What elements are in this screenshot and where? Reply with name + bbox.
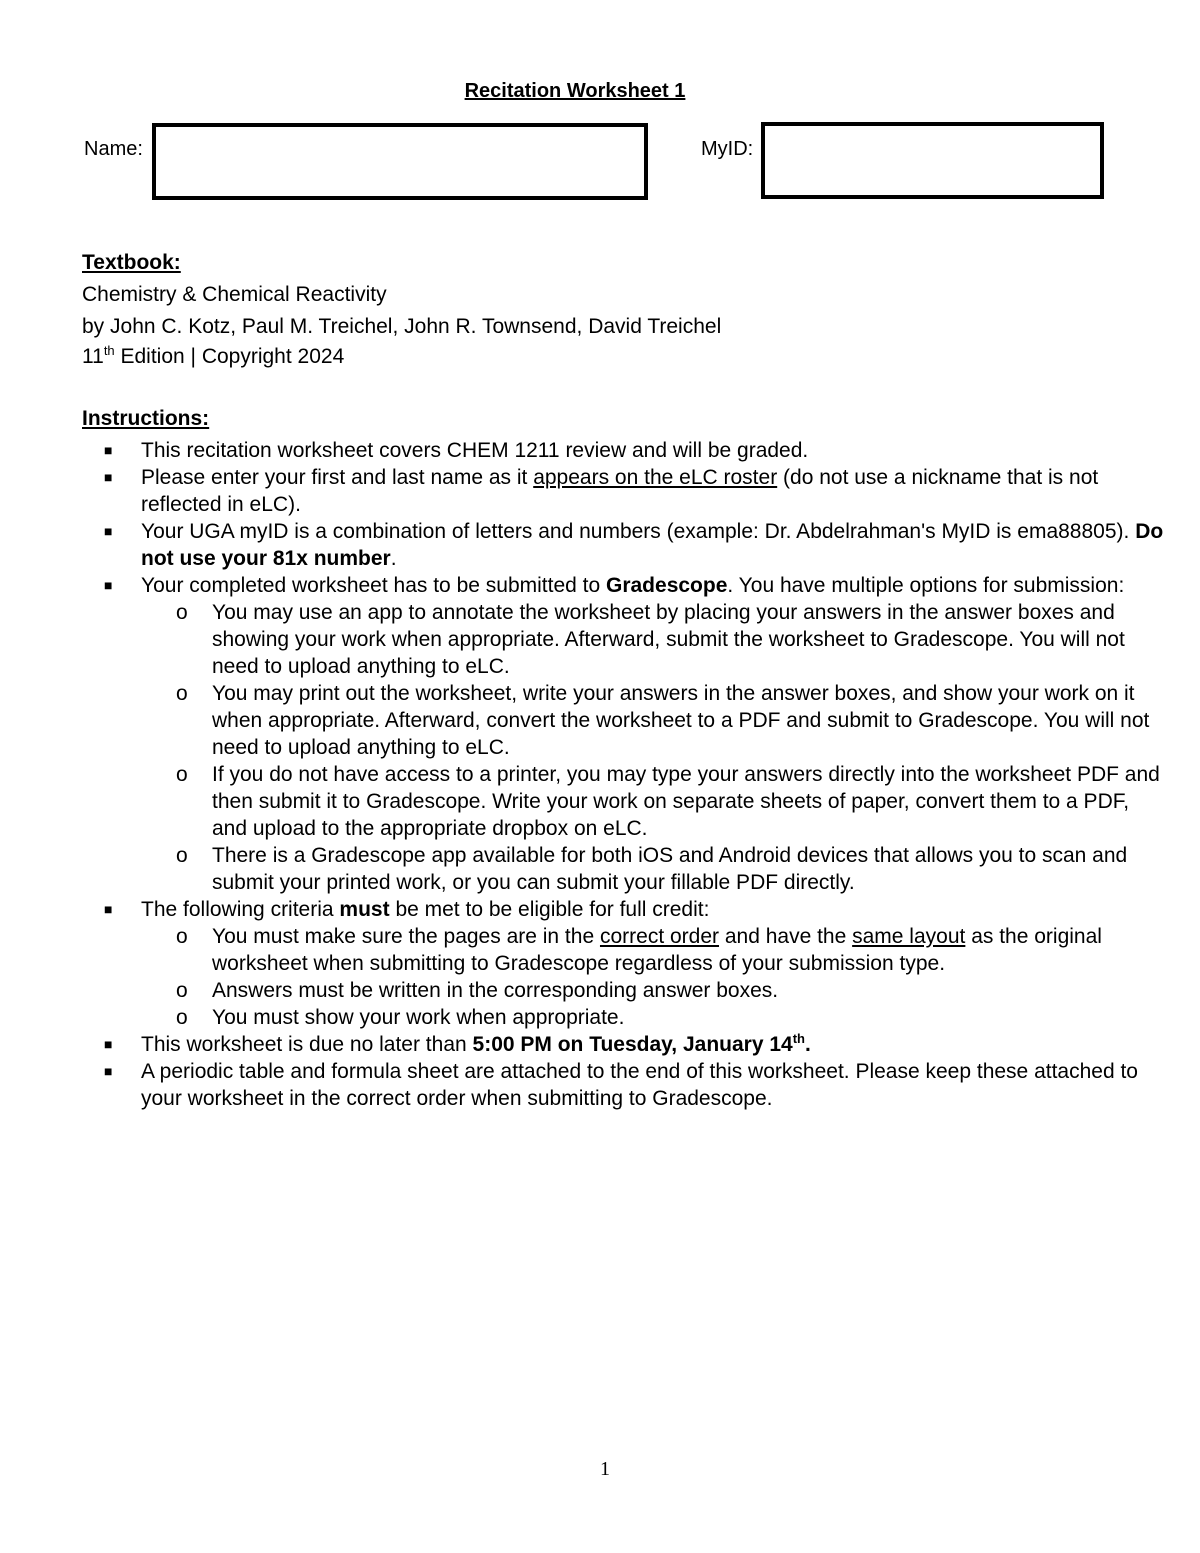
instruction-text: be met to be eligible for full credit: xyxy=(389,898,710,921)
submission-option xyxy=(104,761,1164,842)
submission-option xyxy=(104,680,1164,761)
roster-emphasis: appears on the eLC roster xyxy=(533,466,778,489)
instructions-heading: Instructions: xyxy=(82,407,210,430)
square-bullet-icon: ■ xyxy=(104,901,113,917)
circle-bullet-icon: o xyxy=(176,844,188,867)
criteria-text: Answers must be written in the corresponding answer boxes. xyxy=(212,979,779,1002)
edition-copyright: Edition | Copyright 2024 xyxy=(114,345,345,368)
instruction-item xyxy=(104,518,1164,572)
page-number: 1 xyxy=(600,1458,610,1480)
circle-bullet-icon: o xyxy=(176,601,188,624)
criteria-text: You must show your work when appropriate. xyxy=(212,1006,625,1029)
myid-label: MyID: xyxy=(701,138,754,160)
criteria-item xyxy=(104,923,1164,977)
due-date xyxy=(473,1033,811,1056)
submission-option-text: There is a Gradescope app available for both iOS and Android devices that allows you to scan and submit your printed work, or you can submit your fillable PDF directly. xyxy=(212,844,1128,894)
circle-bullet-icon: o xyxy=(176,979,188,1002)
submission-option xyxy=(104,599,1164,680)
layout-emphasis: same layout xyxy=(852,925,966,948)
instruction-text: A periodic table and formula sheet are attached to the end of this worksheet. Please keep these attached to your worksheet in the correct order when submitting to Gradescope. xyxy=(141,1060,1138,1110)
worksheet-title: Recitation Worksheet 1 xyxy=(464,80,686,102)
submission-option-text: If you do not have access to a printer, you may type your answers directly into the worksheet PDF and then submit it to Gradescope. Write your work on separate sheets of paper, convert them to a PDF, and upload to the appropriate dropbox on eLC. xyxy=(212,763,1160,840)
instruction-item xyxy=(104,896,1164,923)
square-bullet-icon: ■ xyxy=(104,442,113,458)
submission-option-text: You may use an app to annotate the worksheet by placing your answers in the answer boxes and showing your work when appropriate. Afterward, submit the worksheet to Gradescope. You will not need to upload anything to eLC. xyxy=(212,601,1125,678)
name-input-box[interactable] xyxy=(152,123,648,200)
circle-bullet-icon: o xyxy=(176,682,188,705)
gradescope-emphasis: Gradescope xyxy=(606,574,728,597)
instruction-text: . xyxy=(390,547,397,570)
instruction-item xyxy=(104,1031,1164,1058)
instruction-text: Your completed worksheet has to be submitted to xyxy=(141,574,606,597)
criteria-text: and have the xyxy=(719,925,853,948)
textbook-authors: by John C. Kotz, Paul M. Treichel, John R. Townsend, David Treichel xyxy=(82,315,722,338)
due-date-period: . xyxy=(804,1033,811,1056)
criteria-item xyxy=(104,1004,1164,1031)
instruction-text: This worksheet is due no later than xyxy=(141,1033,473,1056)
square-bullet-icon: ■ xyxy=(104,1063,113,1079)
submission-option xyxy=(104,842,1164,896)
instruction-text: Your UGA myID is a combination of letters and numbers (example: Dr. Abdelrahman's MyID is ema88805). xyxy=(141,520,1136,543)
instruction-item xyxy=(104,437,1164,464)
circle-bullet-icon: o xyxy=(176,925,188,948)
instructions-list xyxy=(104,437,1164,1112)
must-emphasis: must xyxy=(339,898,390,921)
instruction-text: The following criteria xyxy=(141,898,340,921)
instruction-item xyxy=(104,464,1164,518)
circle-bullet-icon: o xyxy=(176,1006,188,1029)
circle-bullet-icon: o xyxy=(176,763,188,786)
criteria-text: You must make sure the pages are in the xyxy=(212,925,600,948)
square-bullet-icon: ■ xyxy=(104,1036,113,1052)
square-bullet-icon: ■ xyxy=(104,469,113,485)
criteria-text: as the original worksheet when submitting to Gradescope regardless of your submission type. xyxy=(212,925,1102,975)
order-emphasis: correct order xyxy=(599,925,720,948)
due-date-superscript: th xyxy=(792,1031,805,1046)
instruction-text: . You have multiple options for submission: xyxy=(727,574,1125,597)
instruction-text: (do not use a nickname that is not reflected in eLC). xyxy=(141,466,1099,516)
edition-superscript: th xyxy=(103,343,115,358)
textbook-title: Chemistry & Chemical Reactivity xyxy=(82,283,387,306)
edition-number: 11 xyxy=(82,345,104,368)
name-label: Name: xyxy=(84,138,143,160)
warning-emphasis: Do not use your 81x number xyxy=(141,520,1164,570)
textbook-edition xyxy=(82,343,344,370)
instruction-text: This recitation worksheet covers CHEM 1211 review and will be graded. xyxy=(141,439,809,462)
square-bullet-icon: ■ xyxy=(104,577,113,593)
instruction-text: Please enter your first and last name as it xyxy=(141,466,534,489)
criteria-item xyxy=(104,977,1164,1004)
instruction-item xyxy=(104,1058,1164,1112)
myid-input-box[interactable] xyxy=(761,122,1104,199)
square-bullet-icon: ■ xyxy=(104,523,113,539)
submission-option-text: You may print out the worksheet, write your answers in the answer boxes, and show your work on it when appropriate. Afterward, convert the worksheet to a PDF and submit to Gradescope. You will not need to upload anything to eLC. xyxy=(212,682,1150,759)
instruction-item xyxy=(104,572,1164,599)
due-date-text: 5:00 PM on Tuesday, January 14 xyxy=(472,1033,793,1056)
textbook-heading: Textbook: xyxy=(82,251,181,274)
